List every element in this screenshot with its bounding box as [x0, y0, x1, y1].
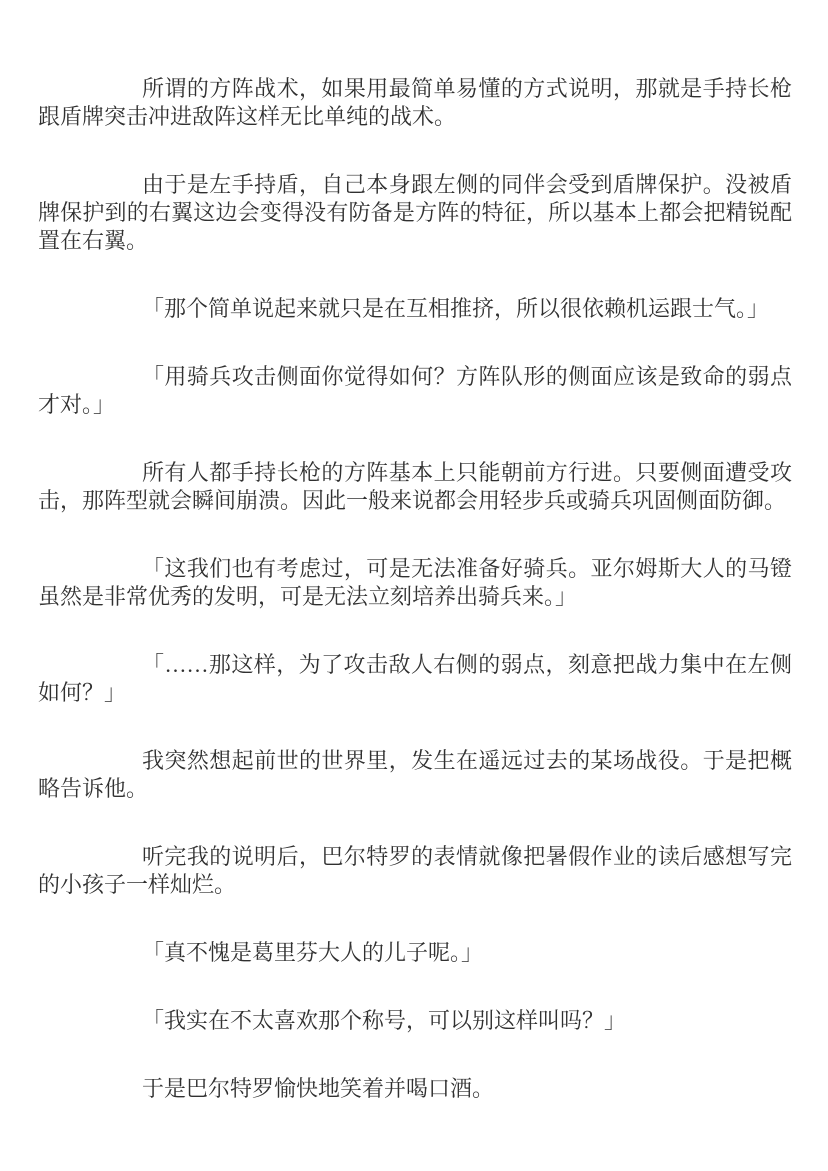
- paragraph: 所谓的方阵战术，如果用最简单易懂的方式说明，那就是手持长枪跟盾牌突击冲进敌阵这样无比单纯的战术。: [38, 76, 792, 129]
- paragraph: 我突然想起前世的世界里，发生在遥远过去的某场战役。于是把概略告诉他。: [38, 748, 792, 801]
- paragraph: 「那个简单说起来就只是在互相推挤，所以很依赖机运跟士气。」: [142, 296, 770, 321]
- paragraph: 听完我的说明后，巴尔特罗的表情就像把暑假作业的读后感想写完的小孩子一样灿烂。: [38, 844, 792, 897]
- paragraph: 「用骑兵攻击侧面你觉得如何？方阵队形的侧面应该是致命的弱点才对。」: [38, 364, 792, 417]
- paragraph: 「真不愧是葛里芬大人的儿子呢。」: [142, 940, 484, 965]
- paragraph-list: [38, 75, 792, 1103]
- paragraph: 「……那这样，为了攻击敌人右侧的弱点，刻意把战力集中在左侧如何？」: [38, 652, 792, 705]
- paragraph: 由于是左手持盾，自己本身跟左侧的同伴会受到盾牌保护。没被盾牌保护到的右翼这边会变得没有防备是方阵的特征，所以基本上都会把精锐配置在右翼。: [38, 172, 792, 253]
- paragraph: 「我实在不太喜欢那个称号，可以别这样叫吗？」: [142, 1008, 627, 1033]
- paragraph: 「这我们也有考虑过，可是无法准备好骑兵。亚尔姆斯大人的马镫虽然是非常优秀的发明，可是无法立刻培养出骑兵来。」: [38, 556, 792, 609]
- paragraph: 所有人都手持长枪的方阵基本上只能朝前方行进。只要侧面遭受攻击，那阵型就会瞬间崩溃。因此一般来说都会用轻步兵或骑兵巩固侧面防御。: [38, 460, 792, 513]
- paragraph: 于是巴尔特罗愉快地笑着并喝口酒。: [142, 1076, 495, 1101]
